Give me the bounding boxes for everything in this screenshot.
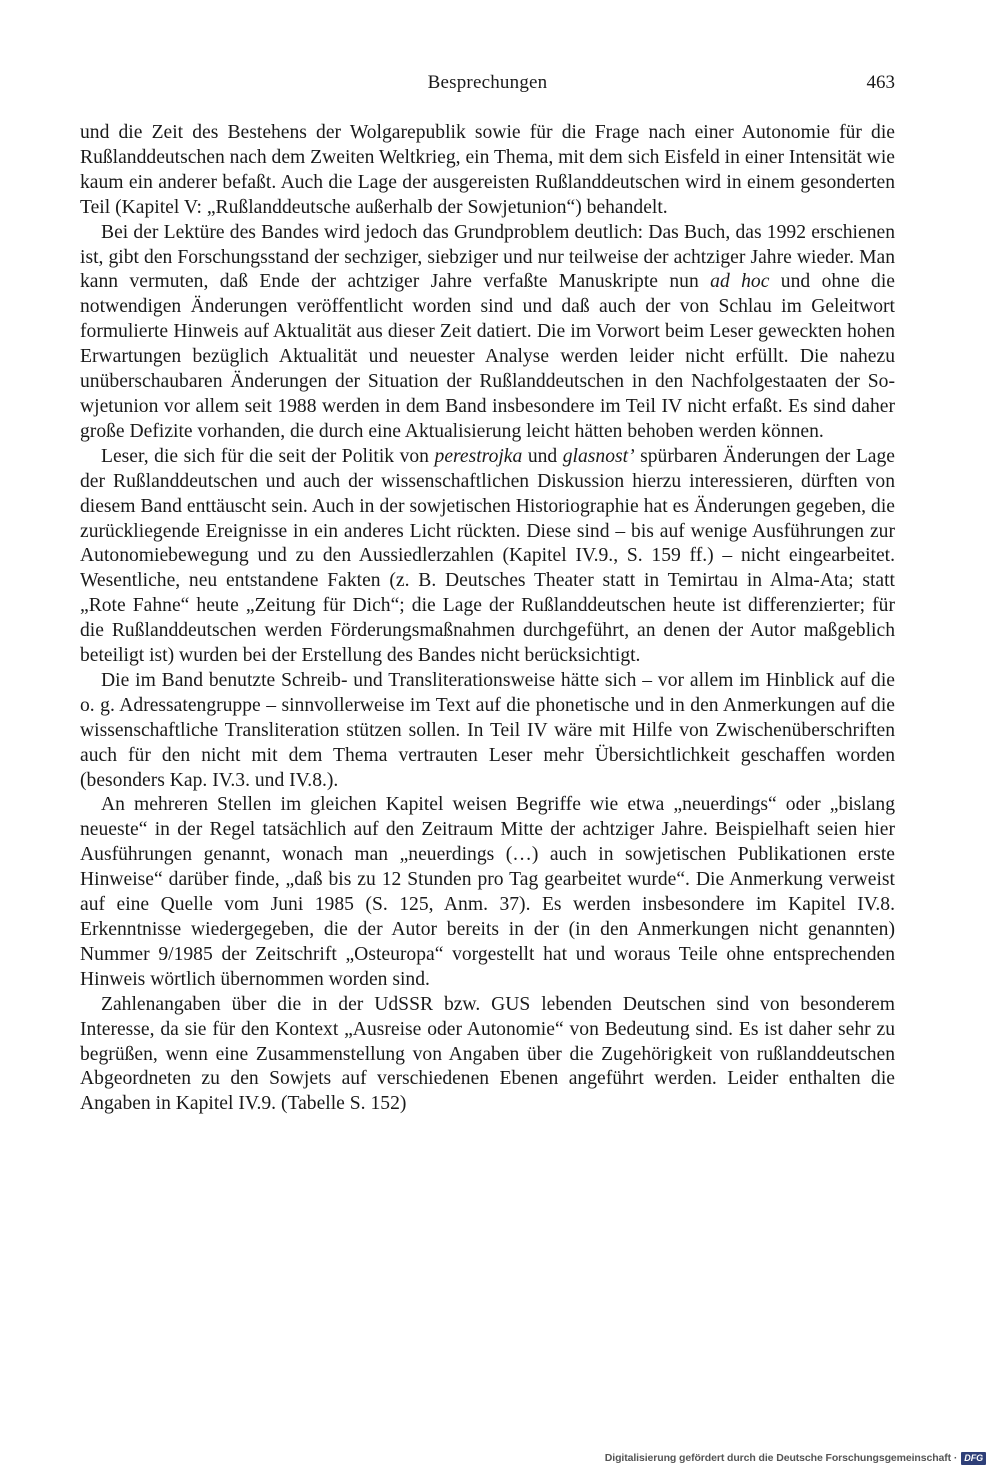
running-head: Besprechungen (427, 72, 548, 93)
text-run: Zahlenangaben über die in der UdSSR bzw. GUS lebenden Deutschen sind von besonderem Interesse, da sie für den Kontext „Ausreise oder Autonomie“ von Bedeutung sind. Es ist daher sehr zu begrüßen, wenn eine Zusammenstellung von Angaben über die Zugehörigkeit von rußlanddeutschen Abgeordneten zu den Sowjets auf verschiedenen Ebenen angeführt werden. Leider enthalten die Angaben in Kapitel IV.9. (Tabelle S. 152) (80, 993, 895, 1115)
credit-text: Digitalisierung gefördert durch die Deutsche Forschungsgemeinschaft · (604, 1452, 958, 1464)
paragraph (80, 669, 895, 794)
page-number: 463 (866, 72, 895, 93)
italic-term: glasnost’ (562, 445, 635, 467)
text-run: und die Zeit des Bestehens der Wolgarepublik sowie für die Frage nach einer Autonomie für die Rußlanddeutschen nach dem Zweiten Weltkrieg, ein Thema, mit dem sich Eisfeld in einer Intensität wie kaum ein anderer befaßt. Auch die Lage der ausgereisten Rußlanddeutschen wird in einem gesonderten Teil (Kapitel V: „Rußlanddeutsche außerhalb der Sowjetunion“) behandelt. (80, 122, 895, 218)
review-body-text (80, 121, 895, 1117)
paragraph (80, 121, 895, 221)
text-run: Leser, die sich für die seit der Politik von (101, 445, 435, 467)
page-header (80, 72, 895, 102)
paragraph (80, 793, 895, 992)
italic-term: ad hoc (710, 271, 770, 293)
text-run: und (522, 445, 563, 467)
paragraph (80, 445, 895, 669)
text-run: spürbaren Änderungen der Lage der Rußlanddeutschen und auch der wissenschaftlichen Diskussion hierzu interessieren, dürften von diesem Band enttäuscht sein. Auch in der sowjetischen Historiographie hat es Änderungen gegeben, die zurückliegende Ereignisse in ein anderes Licht rückten. Diese sind – bis auf wenige Ausführungen zur Autonomiebewegung und zu den Aussiedlerzahlen (Kapitel IV.9., S. 159 ff.) – nicht eingearbeitet. Wesentliche, neu entstandene Fakten (z. B. Deutsches Theater statt in Temirtau in Alma-Ata; statt „Rote Fahne“ heute „Zeitung für Dich“; die Lage der Rußlanddeutschen heute ist differenzierter; für die Rußlanddeutschen werden Förderungsmaßnahmen durchgeführt, an denen der Autor maßgeblich beteiligt ist) wurden bei der Erstellung des Bandes nicht berücksichtigt. (80, 445, 895, 667)
text-run: Bei der Lektüre des Bandes wird jedoch das Grundproblem deutlich: Das Buch, das 1992 erschienen ist, gibt den Forschungsstand der sechziger, siebziger und nur teilweise der achtziger Jahre wieder. Man kann vermuten, daß Ende der achtziger Jahre verfaßte Manuskripte nun (80, 221, 895, 293)
dfg-logo: DFG (961, 1452, 986, 1465)
text-run: und ohne die notwendigen Änderungen veröffentlicht worden sind und daß auch der von Schlau im Geleitwort formulierte Hinweis auf Aktualität aus dieser Zeit datiert. Die im Vorwort beim Leser geweckten hohen Erwartungen bezüglich Aktualität und neuester Analyse werden leider nicht erfüllt. Die nahezu unüberschaubaren Änderungen der Situation der Rußlanddeutschen in den Nachfolgestaaten der Sowjetunion vor allem seit 1988 werden in dem Band insbesondere im Teil IV nicht erfaßt. Es sind daher große Defizite vorhanden, die durch eine Aktualisierung leicht hätten behoben werden können. (80, 271, 895, 442)
italic-term: perestrojka (434, 445, 523, 467)
paragraph (80, 221, 895, 445)
digitization-credit (605, 1450, 986, 1466)
text-run: Die im Band benutzte Schreib- und Transliterationsweise hätte sich – vor allem im Hinblick auf die o. g. Adressatengruppe – sinnvollerweise im Text auf die phonetische und in den Anmerkungen auf die wissenschaftliche Transliteration stützen sollen. In Teil IV wäre mit Hilfe von Zwischenüberschriften auch für den nicht mit dem Thema vertrauten Leser mehr Übersichtlichkeit geschaffen worden (besonders Kap. IV.3. und IV.8.). (80, 669, 895, 791)
text-run: An mehreren Stellen im gleichen Kapitel weisen Begriffe wie etwa „neuerdings“ oder „bislang neueste“ in der Regel tatsächlich auf den Zeitraum Mitte der achtziger Jahre. Beispielhaft seien hier Ausführungen genannt, wonach man „neuerdings (…) auch in sowjetischen Publikationen erste Hinweise“ darüber finde, „daß bis zu 12 Stunden pro Tag gearbeitet wurde“. Die Anmerkung verweist auf eine Quelle vom Juni 1985 (S. 125, Anm. 37). Es werden insbesondere im Kapitel IV.8. Erkenntnisse wiedergegeben, die der Autor bereits in der (in den Anmerkungen nicht genannten) Nummer 9/1985 der Zeitschrift „Osteuropa“ vorgestellt hat und woraus Teile ohne entsprechenden Hinweis wörtlich übernommen worden sind. (80, 794, 895, 990)
paragraph (80, 993, 895, 1118)
